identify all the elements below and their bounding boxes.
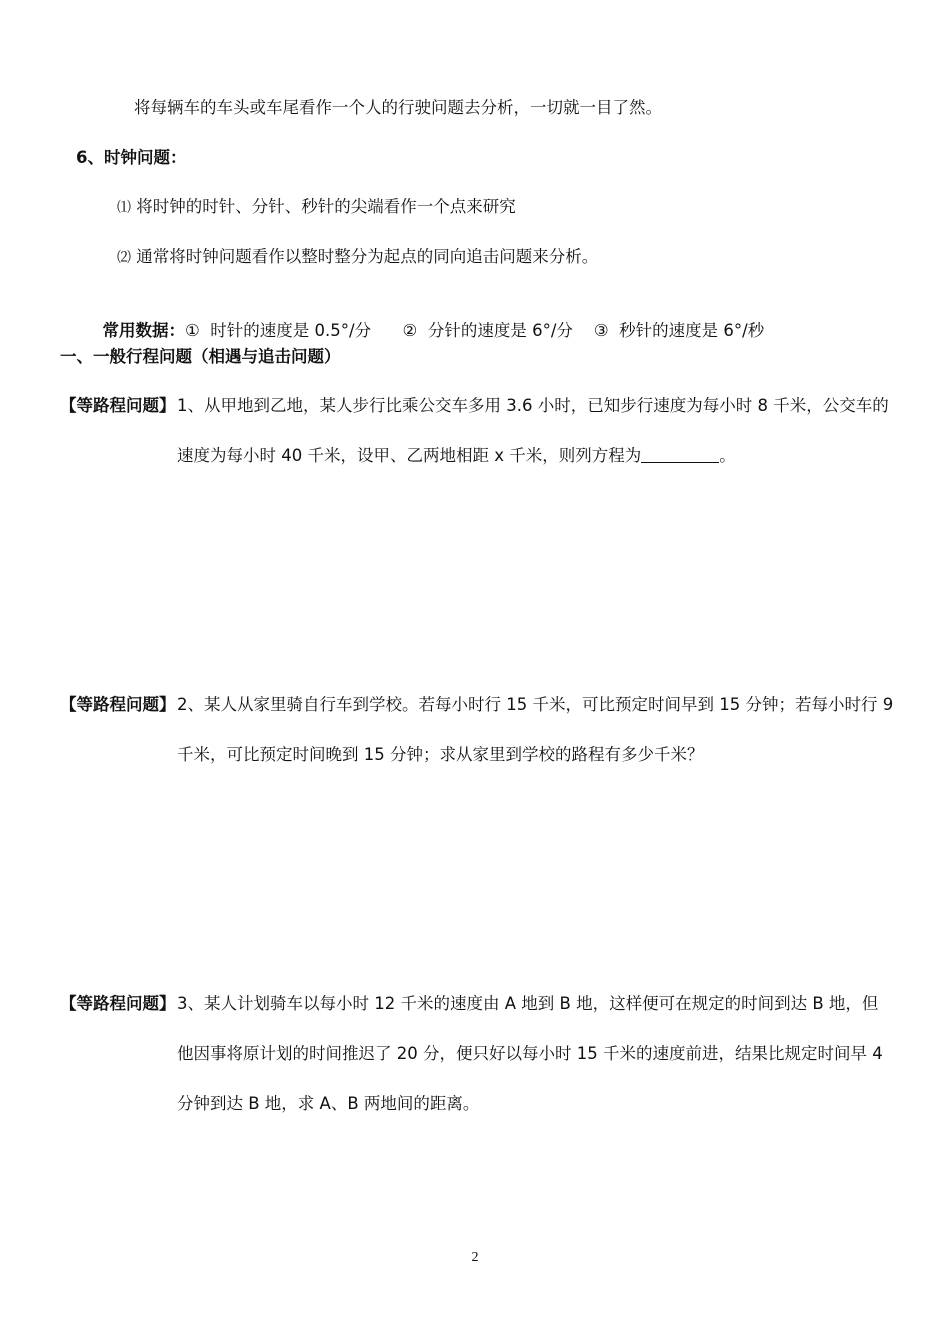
problem-2-line-1: 2、某人从家里骑自行车到学校。若每小时行 15 千米，可比预定时间早到 15 分钟；若每小时行 9 <box>177 695 894 714</box>
section-1-heading: 一、一般行程问题（相遇与追击问题） <box>60 347 341 366</box>
common-data-line <box>92 295 764 343</box>
clock-point-1 <box>117 195 516 220</box>
problem-1-line-1: 1、从甲地到乙地，某人步行比乘公交车多用 3.6 小时，已知步行速度为每小时 8 千米，公交车的 <box>177 396 889 415</box>
problem-1-line-2: 速度为每小时 40 千米，设甲、乙两地相距 x 千米，则列方程为 <box>177 446 642 465</box>
problem-2-line-2: 千米，可比预定时间晚到 15 分钟；求从家里到学校的路程有多少千米？ <box>177 745 704 764</box>
problem-3-tag: 【等路程问题】 <box>60 994 176 1013</box>
clock-point-2 <box>117 245 598 270</box>
problem-1-line-2-row <box>177 444 736 468</box>
problem-1-line-2-end: 。 <box>719 446 736 465</box>
common-data-label: 常用数据： <box>102 321 185 340</box>
problem-3-line-1: 3、某人计划骑车以每小时 12 千米的速度由 A 地到 B 地，这样便可在规定的时间到达 B 地，但 <box>177 994 879 1013</box>
clock-point-2-text: 通常将时钟问题看作以整时整分为起点的同向追击问题来分析。 <box>136 247 599 266</box>
intro-line: 将每辆车的车头或车尾看作一个人的行驶问题去分析，一切就一目了然。 <box>134 98 662 117</box>
problem-3-line-3: 分钟到达 B 地，求 A、B 两地间的距离。 <box>177 1094 480 1113</box>
common-data-text: ① 时针的速度是 0.5°/分 ② 分针的速度是 6°/分 ③ 秒针的速度是 6°/秒 <box>185 321 765 340</box>
problem-2-tag: 【等路程问题】 <box>60 695 176 714</box>
clock-point-1-number: ⑴ <box>117 200 131 216</box>
problem-1-tag: 【等路程问题】 <box>60 396 176 415</box>
clock-section-heading: 6、时钟问题： <box>76 148 187 167</box>
page-number: 2 <box>471 1250 479 1265</box>
answer-blank[interactable] <box>641 446 719 463</box>
problem-3-line-2: 他因事将原计划的时间推迟了 20 分，便只好以每小时 15 千米的速度前进，结果比规定时间早 4 <box>177 1044 883 1063</box>
clock-point-1-text: 将时钟的时针、分针、秒针的尖端看作一个点来研究 <box>136 197 516 216</box>
clock-point-2-number: ⑵ <box>117 250 131 266</box>
